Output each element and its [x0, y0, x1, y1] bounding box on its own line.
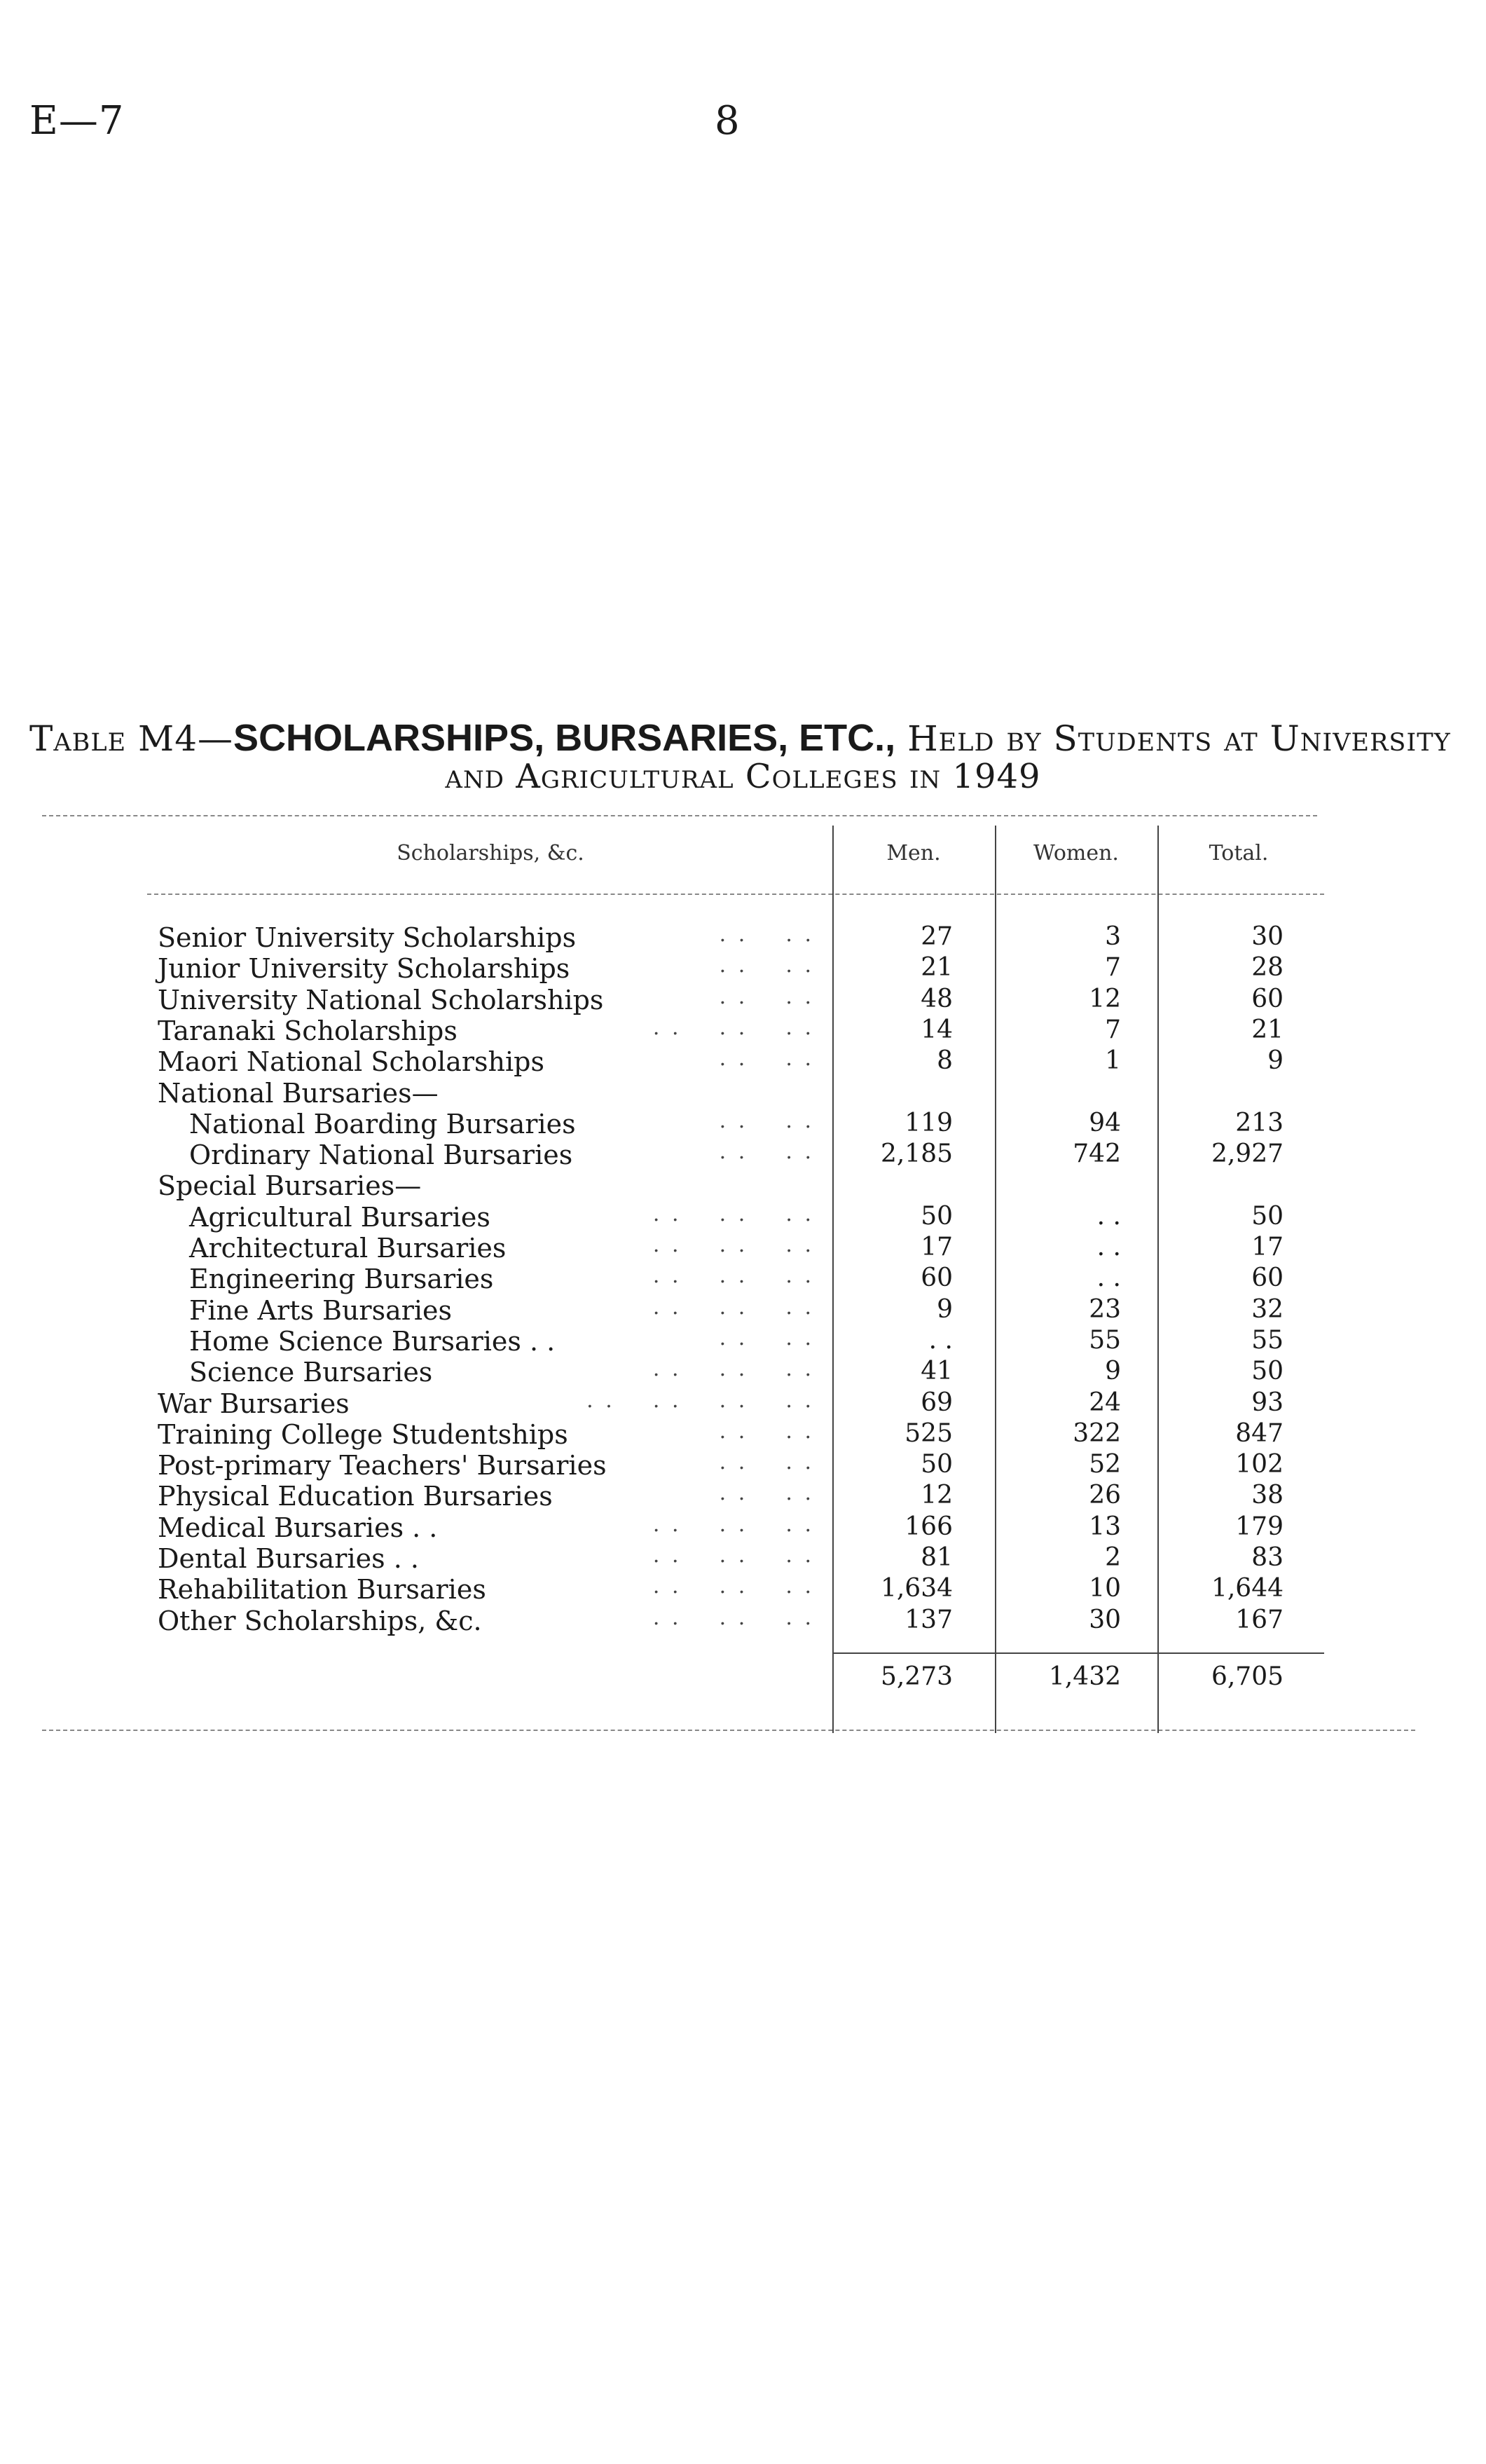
row-label: Physical Education Bursaries: [158, 1481, 553, 1512]
leader-dots: . . . . . . . .: [586, 1388, 814, 1413]
leader-dots: . . . . . .: [652, 1295, 814, 1320]
cell-total: 50: [1251, 1357, 1284, 1385]
leader-dots: . . . .: [719, 1139, 814, 1164]
table-label: Table M4: [29, 718, 198, 759]
cell-men: 50: [921, 1450, 953, 1479]
cell-women: 52: [1089, 1450, 1121, 1479]
cell-women: 30: [1089, 1606, 1121, 1634]
cell-men: 2,185: [880, 1139, 953, 1168]
cell-men: 60: [921, 1264, 953, 1292]
total-total: 6,705: [1211, 1662, 1284, 1691]
cell-men: 41: [921, 1357, 953, 1385]
cell-women: . .: [1096, 1264, 1121, 1292]
leader-dots: . . . .: [719, 1109, 814, 1133]
cell-men: 69: [921, 1388, 953, 1417]
leader-dots: . . . .: [719, 1046, 814, 1071]
leader-dots: . . . . . .: [652, 1015, 814, 1040]
cell-total: 1,644: [1211, 1574, 1284, 1603]
cell-total: 213: [1235, 1109, 1284, 1137]
cell-women: . .: [1096, 1202, 1121, 1231]
cell-total: 9: [1267, 1046, 1284, 1075]
total-men: 5,273: [880, 1662, 953, 1691]
row-label: Training College Studentships: [158, 1419, 568, 1450]
title-bold: SCHOLARSHIPS, BURSARIES, ETC.,: [233, 717, 896, 759]
row-label: National Bursaries—: [158, 1078, 439, 1109]
cell-men: 50: [921, 1202, 953, 1231]
cell-total: 17: [1251, 1233, 1284, 1261]
row-label: Senior University Scholarships: [158, 922, 577, 953]
header-rule: [147, 894, 1324, 895]
row-label: Agricultural Bursaries: [189, 1202, 490, 1233]
cell-total: 50: [1251, 1202, 1284, 1231]
row-label: Rehabilitation Bursaries: [158, 1574, 486, 1605]
totals-rule: [834, 1652, 1324, 1654]
row-label: Post-primary Teachers' Bursaries: [158, 1450, 607, 1481]
cell-total: 60: [1251, 985, 1284, 1013]
cell-men: 14: [921, 1015, 953, 1044]
cell-men: 8: [937, 1046, 953, 1075]
cell-men: 21: [921, 953, 953, 982]
leader-dots: . . . . . .: [652, 1543, 814, 1568]
cell-women: 13: [1089, 1512, 1121, 1541]
leader-dots: . . . .: [719, 953, 814, 978]
leader-dots: . . . . . .: [652, 1606, 814, 1630]
row-label: Junior University Scholarships: [158, 953, 570, 984]
leader-dots: . . . . . .: [652, 1264, 814, 1288]
cell-women: 55: [1089, 1326, 1121, 1355]
table-title-line2: and Agricultural Colleges in 1949: [445, 757, 1041, 796]
cell-women: 10: [1089, 1574, 1121, 1603]
cell-men: . .: [928, 1326, 953, 1355]
document-code: E—7: [29, 98, 125, 144]
row-label: Other Scholarships, &c.: [158, 1606, 482, 1636]
cell-men: 48: [921, 985, 953, 1013]
top-rule: [42, 815, 1317, 816]
cell-men: 525: [904, 1419, 953, 1448]
row-label: National Boarding Bursaries: [189, 1109, 576, 1139]
row-label: Fine Arts Bursaries: [189, 1295, 453, 1326]
cell-men: 137: [904, 1606, 953, 1634]
cell-men: 81: [921, 1543, 953, 1572]
leader-dots: . . . .: [719, 1419, 814, 1444]
row-label: Ordinary National Bursaries: [189, 1139, 573, 1170]
total-women: 1,432: [1048, 1662, 1121, 1691]
cell-women: 3: [1105, 922, 1121, 951]
row-label: Maori National Scholarships: [158, 1046, 545, 1077]
leader-dots: . . . . . .: [652, 1233, 814, 1257]
row-label: Dental Bursaries . .: [158, 1543, 419, 1574]
leader-dots: . . . .: [719, 1450, 814, 1474]
cell-total: 32: [1251, 1295, 1284, 1324]
bottom-rule: [42, 1730, 1415, 1731]
cell-men: 27: [921, 922, 953, 951]
row-label: Taranaki Scholarships: [158, 1015, 458, 1046]
page-number: 8: [715, 98, 740, 144]
cell-total: 30: [1251, 922, 1284, 951]
cell-women: 7: [1105, 953, 1121, 982]
cell-women: 9: [1105, 1357, 1121, 1385]
leader-dots: . . . . . .: [652, 1512, 814, 1537]
cell-women: 742: [1073, 1139, 1121, 1168]
cell-women: 26: [1089, 1481, 1121, 1510]
leader-dots: . . . . . .: [652, 1202, 814, 1226]
header-scholarships: Scholarships, &c.: [397, 841, 584, 865]
cell-men: 17: [921, 1233, 953, 1261]
row-label: Engineering Bursaries: [189, 1264, 494, 1294]
cell-total: 167: [1235, 1606, 1284, 1634]
cell-total: 60: [1251, 1264, 1284, 1292]
header-women: Women.: [1033, 841, 1119, 865]
cell-total: 83: [1251, 1543, 1284, 1572]
cell-total: 93: [1251, 1388, 1284, 1417]
cell-total: 21: [1251, 1015, 1284, 1044]
table-title-line1: [29, 716, 1459, 760]
leader-dots: . . . .: [719, 985, 814, 1009]
cell-men: 119: [904, 1109, 953, 1137]
title-dash: —: [198, 718, 234, 759]
leader-dots: . . . . . .: [652, 1357, 814, 1381]
cell-women: 23: [1089, 1295, 1121, 1324]
cell-men: 1,634: [880, 1574, 953, 1603]
row-label: Home Science Bursaries . .: [189, 1326, 556, 1357]
header-total: Total.: [1209, 841, 1269, 865]
cell-women: 2: [1105, 1543, 1121, 1572]
row-label: University National Scholarships: [158, 985, 604, 1015]
leader-dots: . . . .: [719, 922, 814, 947]
cell-women: 322: [1073, 1419, 1121, 1448]
cell-men: 166: [904, 1512, 953, 1541]
row-label: Science Bursaries: [189, 1357, 433, 1388]
cell-men: 9: [937, 1295, 953, 1324]
cell-women: . .: [1096, 1233, 1121, 1261]
leader-dots: . . . .: [719, 1481, 814, 1505]
row-label: Architectural Bursaries: [189, 1233, 507, 1264]
row-label: Medical Bursaries . .: [158, 1512, 438, 1543]
cell-total: 28: [1251, 953, 1284, 982]
title-rest: Held by Students at University: [907, 718, 1451, 759]
header-men: Men.: [886, 841, 941, 865]
cell-women: 12: [1089, 985, 1121, 1013]
row-label: Special Bursaries—: [158, 1170, 422, 1201]
cell-total: 55: [1251, 1326, 1284, 1355]
cell-women: 94: [1089, 1109, 1121, 1137]
leader-dots: . . . .: [719, 1326, 814, 1350]
cell-women: 7: [1105, 1015, 1121, 1044]
cell-women: 24: [1089, 1388, 1121, 1417]
leader-dots: . . . . . .: [652, 1574, 814, 1599]
cell-total: 38: [1251, 1481, 1284, 1510]
row-label: War Bursaries: [158, 1388, 350, 1419]
cell-total: 2,927: [1211, 1139, 1284, 1168]
cell-women: 1: [1105, 1046, 1121, 1075]
cell-total: 847: [1235, 1419, 1284, 1448]
cell-total: 102: [1235, 1450, 1284, 1479]
cell-total: 179: [1235, 1512, 1284, 1541]
cell-men: 12: [921, 1481, 953, 1510]
